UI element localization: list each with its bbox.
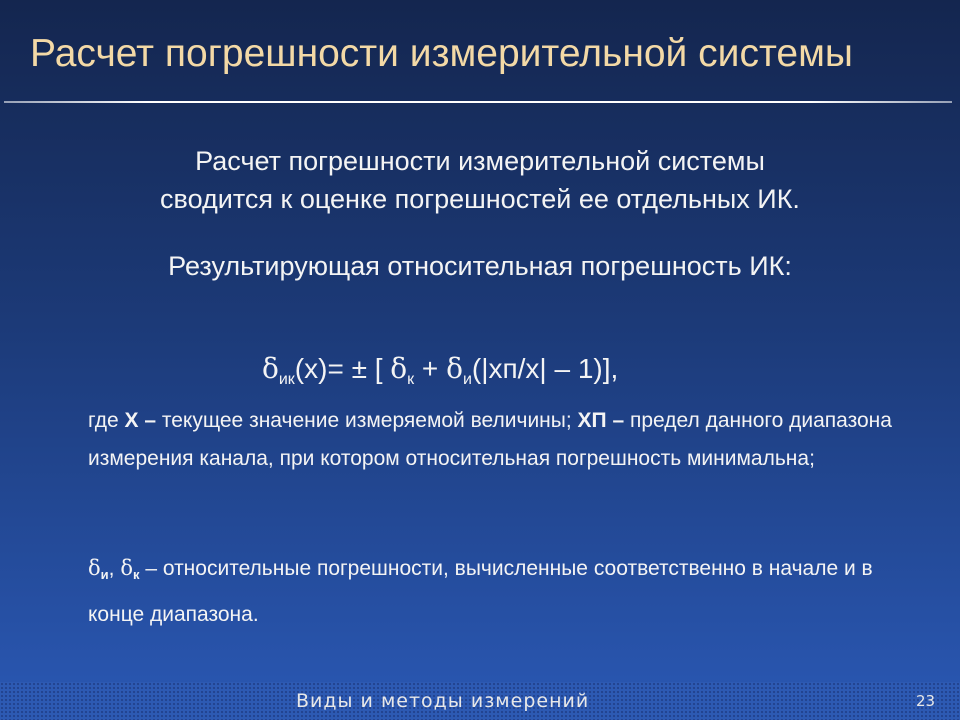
notes-delta-i: δ xyxy=(88,556,101,580)
footer-title: Виды и методы измерений xyxy=(296,690,590,712)
formula-rhs: (|хп/x| – 1)], xyxy=(471,353,619,384)
notes-sub-i: и xyxy=(100,567,109,582)
notes-comma: , xyxy=(108,557,121,580)
formula-lhs: (x)= ± [ xyxy=(294,353,383,384)
title-divider xyxy=(4,101,952,103)
desc-x-symbol: Х – xyxy=(124,409,162,432)
slide-title: Расчет погрешности измерительной системы xyxy=(30,32,853,75)
intro-line-1: Расчет погрешности измерительной системы xyxy=(195,146,765,176)
subheading: Результирующая относительная погрешность ИК: xyxy=(168,251,792,281)
error-formula xyxy=(262,352,618,389)
intro-line-2: сводится к оценке погрешностей ее отдельных ИК. xyxy=(160,184,800,214)
formula-plus: + xyxy=(414,353,447,384)
desc-end: предел данного диапазона измерения канала, при котором относительная погрешность минимальна; xyxy=(88,409,892,470)
formula-delta-ik: δ xyxy=(262,352,279,385)
notes-text: – относительные погрешности, вычисленные соответственно в начале и в конце диапазона. xyxy=(88,557,873,626)
page-number: 23 xyxy=(916,692,936,710)
desc-pre: где xyxy=(88,409,125,432)
intro-paragraph xyxy=(40,142,920,218)
formula-sub-ik: ик xyxy=(278,371,295,388)
formula-sub-k: к xyxy=(407,371,415,388)
formula-description xyxy=(88,402,908,478)
formula-delta-i: δ xyxy=(446,352,463,385)
notes-sub-k: к xyxy=(132,567,140,582)
desc-xp-symbol: ХП – xyxy=(577,409,630,432)
formula-delta-k: δ xyxy=(390,352,408,385)
delta-notes xyxy=(88,548,908,635)
formula-sub-i: и xyxy=(462,371,472,388)
notes-delta-k: δ xyxy=(120,556,133,580)
desc-mid: текущее значение измеряемой величины; xyxy=(161,409,578,432)
